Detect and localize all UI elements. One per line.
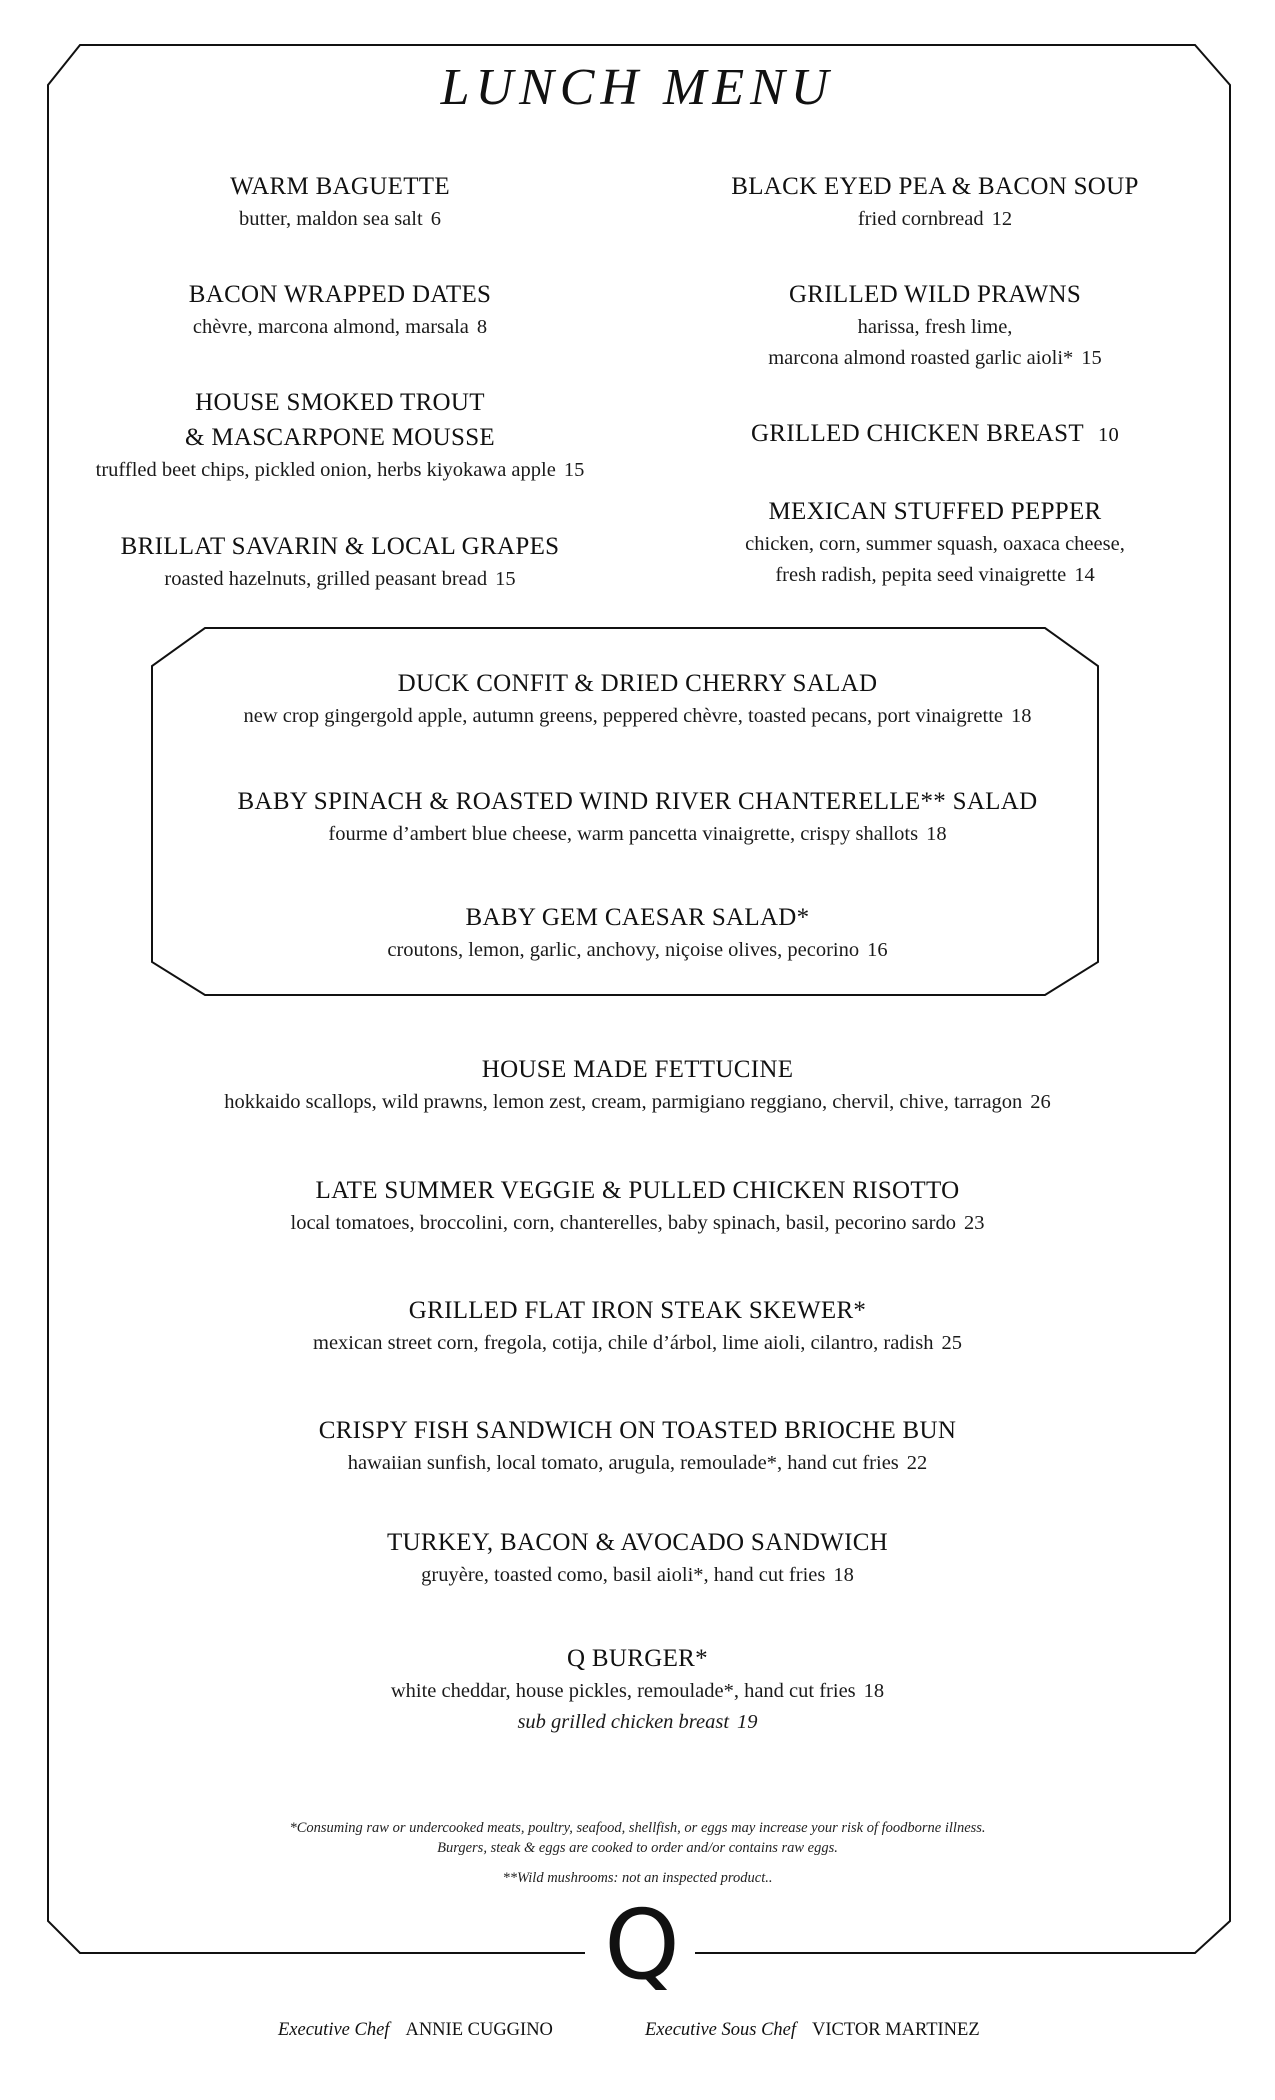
item-name: BABY SPINACH & ROASTED WIND RIVER CHANTERELLE** SALAD — [237, 788, 1038, 815]
disclaimer-notes — [0, 1818, 1275, 1888]
menu-item-caesar-salad — [60, 900, 1215, 966]
disclaimer-line: Burgers, steak & eggs are cooked to order and/or contains raw eggs. — [437, 1840, 838, 1856]
item-price: 10 — [1097, 424, 1120, 446]
item-description: harissa, fresh lime, — [857, 316, 1013, 338]
item-name-line2: & MASCARPONE MOUSSE — [185, 424, 495, 451]
item-price: 18 — [863, 1680, 885, 1702]
menu-item-warm-baguette — [40, 169, 640, 235]
chef-name: VICTOR MARTINEZ — [812, 2020, 980, 2040]
item-name: GRILLED WILD PRAWNS — [788, 281, 1082, 308]
item-name: TURKEY, BACON & AVOCADO SANDWICH — [386, 1529, 889, 1556]
disclaimer-line: *Consuming raw or undercooked meats, poultry, seafood, shellfish, or eggs may increase your risk of foodborne illness. — [289, 1820, 986, 1836]
item-description: gruyère, toasted como, basil aioli*, hand cut fries 18 — [421, 1564, 854, 1586]
item-description: fried cornbread 12 — [857, 208, 1013, 230]
item-price: 19 — [737, 1711, 758, 1733]
item-price: 18 — [926, 823, 947, 845]
item-price: 23 — [963, 1212, 985, 1234]
executive-chef-credit — [278, 2020, 553, 2041]
item-name: BACON WRAPPED DATES — [188, 281, 492, 308]
item-description: roasted hazelnuts, grilled peasant bread 15 — [164, 568, 516, 590]
item-name: GRILLED FLAT IRON STEAK SKEWER* — [408, 1297, 867, 1324]
menu-item-black-eyed-pea-soup — [635, 169, 1235, 235]
item-description: truffled beet chips, pickled onion, herbs kiyokawa apple 15 — [95, 459, 585, 481]
menu-item-fettucine — [60, 1052, 1215, 1118]
item-description-line2: fresh radish, pepita seed vinaigrette 14 — [775, 564, 1095, 586]
chef-role: Executive Chef — [278, 2020, 390, 2040]
item-price: 18 — [1011, 705, 1032, 727]
menu-item-fish-sandwich — [60, 1413, 1215, 1479]
item-name: WARM BAGUETTE — [230, 173, 450, 200]
item-description: fourme d’ambert blue cheese, warm pancetta vinaigrette, crispy shallots 18 — [328, 823, 947, 845]
logo-lettering: Q — [604, 1900, 680, 1990]
chef-name: ANNIE CUGGINO — [405, 2020, 553, 2040]
item-name: LATE SUMMER VEGGIE & PULLED CHICKEN RISOTTO — [315, 1177, 960, 1204]
menu-item-grilled-chicken-breast — [635, 416, 1235, 453]
menu-title: LUNCH MENU — [440, 59, 835, 116]
item-description: mexican street corn, fregola, cotija, chile d’árbol, lime aioli, cilantro, radish 25 — [313, 1332, 962, 1354]
item-price: 18 — [833, 1564, 854, 1586]
item-name: BLACK EYED PEA & BACON SOUP — [731, 173, 1139, 200]
item-description-line2: marcona almond roasted garlic aioli* 15 — [768, 347, 1102, 369]
menu-item-brillat-savarin — [40, 529, 640, 595]
item-description: croutons, lemon, garlic, anchovy, niçoise olives, pecorino 16 — [387, 939, 888, 961]
item-description: white cheddar, house pickles, remoulade*, hand cut fries 18 — [390, 1680, 885, 1702]
item-name: BRILLAT SAVARIN & LOCAL GRAPES — [120, 533, 560, 560]
item-price: 16 — [867, 939, 888, 961]
item-description: hokkaido scallops, wild prawns, lemon zest, cream, parmigiano reggiano, chervil, chive, tarragon 26 — [224, 1091, 1051, 1113]
item-price: 25 — [941, 1332, 962, 1354]
menu-item-q-burger — [60, 1641, 1215, 1738]
item-name: BABY GEM CAESAR SALAD* — [465, 904, 810, 931]
menu-item-duck-confit-salad — [60, 666, 1215, 732]
menu-item-risotto — [60, 1173, 1215, 1239]
menu-item-smoked-trout — [40, 385, 640, 486]
item-price: 15 — [495, 568, 516, 590]
item-price: 6 — [430, 208, 441, 230]
item-name: GRILLED CHICKEN BREAST 10 — [750, 420, 1120, 447]
item-price: 14 — [1074, 564, 1095, 586]
menu-item-grilled-wild-prawns — [635, 277, 1235, 374]
item-substitution: sub grilled chicken breast 19 — [517, 1711, 758, 1733]
item-price: 12 — [991, 208, 1013, 230]
menu-item-steak-skewer — [60, 1293, 1215, 1359]
item-name: Q BURGER* — [567, 1645, 708, 1672]
item-name: CRISPY FISH SANDWICH ON TOASTED BRIOCHE BUN — [318, 1417, 957, 1444]
item-description: local tomatoes, broccolini, corn, chanterelles, baby spinach, basil, pecorino sardo 23 — [290, 1212, 985, 1234]
item-name: MEXICAN STUFFED PEPPER — [768, 498, 1102, 525]
item-description: chèvre, marcona almond, marsala 8 — [192, 316, 488, 338]
menu-item-baby-spinach-salad — [60, 784, 1215, 850]
item-price: 22 — [906, 1452, 928, 1474]
item-price: 15 — [1081, 347, 1102, 369]
item-description: chicken, corn, summer squash, oaxaca cheese, — [745, 533, 1125, 555]
item-description: butter, maldon sea salt 6 — [239, 208, 441, 230]
item-description: new crop gingergold apple, autumn greens, peppered chèvre, toasted pecans, port vinaigrette 18 — [243, 705, 1032, 727]
item-name: DUCK CONFIT & DRIED CHERRY SALAD — [397, 670, 878, 697]
item-price: 8 — [476, 316, 488, 338]
mushroom-note: **Wild mushrooms: not an inspected product.. — [502, 1870, 773, 1886]
item-description: hawaiian sunfish, local tomato, arugula, remoulade*, hand cut fries 22 — [347, 1452, 928, 1474]
chef-role: Executive Sous Chef — [645, 2020, 797, 2040]
menu-item-turkey-sandwich — [60, 1525, 1215, 1591]
item-name: HOUSE SMOKED TROUT — [195, 389, 485, 416]
sous-chef-credit — [645, 2020, 980, 2041]
item-name: HOUSE MADE FETTUCINE — [481, 1056, 794, 1083]
menu-item-bacon-wrapped-dates — [40, 277, 640, 343]
item-price: 26 — [1030, 1091, 1051, 1113]
q-logo-icon — [600, 1900, 684, 1990]
menu-item-mexican-stuffed-pepper — [635, 494, 1235, 591]
item-price: 15 — [563, 459, 585, 481]
